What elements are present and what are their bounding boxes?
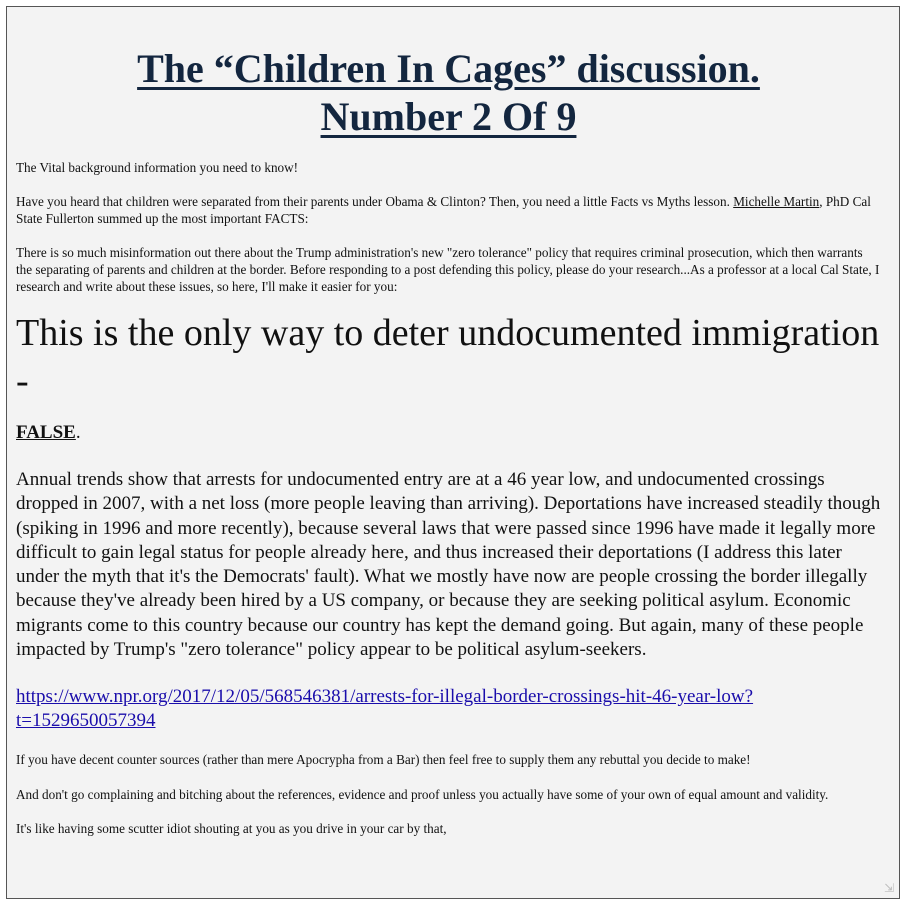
source-paragraph bbox=[16, 685, 881, 733]
verdict-line bbox=[16, 421, 881, 445]
counter-sources-text: If you have decent counter sources (rather than mere Apocrypha from a Bar) then feel free to supply them any rebuttal you decide to make! bbox=[16, 752, 751, 768]
document-content bbox=[16, 7, 881, 837]
myth-heading: This is the only way to deter undocumented immigration - bbox=[16, 312, 880, 402]
npr-source-link[interactable]: https://www.npr.org/2017/12/05/568546381/arrests-for-illegal-border-crossings-hit-46-year-low?t=1529650057394 bbox=[16, 686, 754, 732]
body-paragraph: Annual trends show that arrests for undocumented entry are at a 46 year low, and undocumented crossings dropped in 2007, with a net loss (more people leaving than arriving). Deportations have increased steadily though (spiking in 1996 and more recently), because several laws that were passed since 1996 have made it legally more difficult to gain legal status for people already here, and thus increased their deportations (I address this later under the myth that it's the Democrats' fault). What we mostly have now are people crossing the border illegally because they've already been hired by a US company, or because they are seeking political asylum. Economic migrants come to this country because our country has kept the demand going. But again, many of these people impacted by Trump's "zero tolerance" policy appear to be political asylum-seekers. bbox=[16, 469, 881, 661]
title-line-1: The “Children In Cages” discussion. bbox=[137, 46, 760, 91]
verdict-suffix: . bbox=[75, 422, 81, 443]
closing-text: It's like having some scutter idiot shouting at you as you drive in your car by that, bbox=[16, 821, 447, 837]
para2-before: Have you heard that children were separated from their parents under Obama & Clinton? Then, you need a little Facts vs Myths lesson. bbox=[16, 194, 734, 209]
references-text: And don't go complaining and bitching about the references, evidence and proof unless you actually have some of your own of equal amount and validity. bbox=[16, 787, 829, 803]
verdict-false: FALSE bbox=[16, 422, 76, 443]
michelle-martin-link[interactable]: Michelle Martin bbox=[733, 194, 820, 209]
document-frame bbox=[6, 6, 900, 899]
intro-text: The Vital background information you need to know! bbox=[16, 160, 299, 175]
misinformation-paragraph: There is so much misinformation out there about the Trump administration's new "zero tolerance" policy that requires criminal prosecution, which then warrants the separating of parents and children at the border. Before responding to a post defending this policy, please do your research...As a professor at a local Cal State, I research and write about these issues, so here, I'll make it easier for you: bbox=[16, 245, 880, 294]
facts-vs-myths-paragraph bbox=[16, 193, 881, 227]
page-title bbox=[16, 45, 881, 141]
resize-grip-icon[interactable]: ⇲ bbox=[883, 881, 895, 895]
title-line-2: Number 2 Of 9 bbox=[320, 94, 577, 139]
para2-after: , PhD Cal State Fullerton summed up the most important FACTS: bbox=[16, 194, 871, 226]
